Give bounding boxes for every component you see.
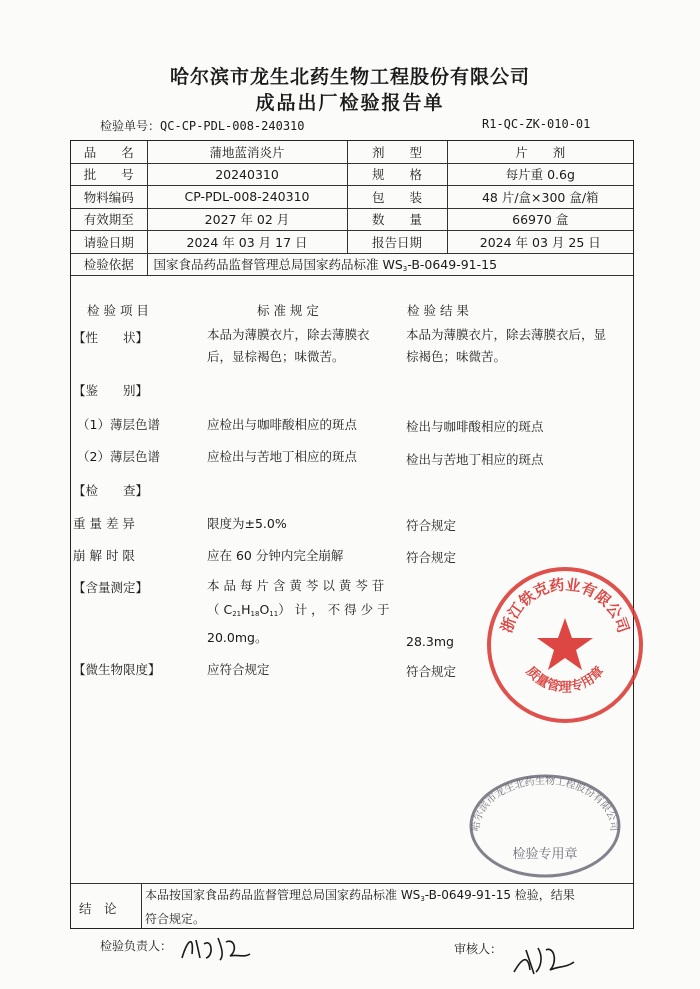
check-category: 【检 查】	[73, 483, 149, 498]
packaging: 48 片/盒×300 盒/箱	[447, 186, 633, 209]
report-date: 2024 年 03 月 25 日	[447, 231, 633, 254]
appearance-result-line: 棕褐色；味微苦。	[406, 349, 507, 364]
info-table	[71, 141, 633, 276]
appearance-category: 【性 状】	[73, 330, 149, 345]
inspection-stamp-purpose: 检验专用章	[512, 847, 578, 862]
assay-formula-sub-o: 11	[269, 610, 279, 618]
form-code: R1-QC-ZK-010-01	[482, 117, 591, 131]
column-standard: 标 准 规 定	[257, 303, 319, 318]
weight-variation-standard: 限度为±5.0%	[207, 516, 287, 531]
microbial-category: 【微生物限度】	[73, 662, 161, 677]
reviewer-label: 审核人：	[454, 942, 503, 956]
identification-1-result: 检出与咖啡酸相应的斑点	[406, 419, 544, 434]
batch-number: 20240310	[147, 163, 347, 186]
identification-2-result: 检出与苦地丁相应的斑点	[406, 452, 544, 467]
reviewer-signature-stroke	[514, 948, 574, 974]
assay-standard-line: 本 品 每 片 含 黄 芩 以 黄 芩 苷	[207, 578, 385, 593]
identification-1-standard: 应检出与咖啡酸相应的斑点	[207, 417, 358, 432]
conclusion-line: 符合规定。	[145, 912, 206, 926]
basis-label: 检验依据	[71, 253, 147, 276]
appearance-result-line: 本品为薄膜衣片，除去薄膜衣后，显	[406, 327, 607, 342]
batch-label: 批 号	[71, 163, 147, 186]
assay-formula-sub-c: 21	[232, 610, 242, 618]
expiry-date: 2027 年 02 月	[147, 208, 347, 231]
weight-variation-result: 符合规定	[406, 518, 457, 533]
assay-formula-sub-h: 18	[250, 610, 260, 618]
column-item: 检 验 项 目	[87, 303, 149, 318]
report-number-label: 检验单号：	[100, 119, 161, 133]
disintegration-standard: 应在 60 分钟内完全崩解	[207, 548, 344, 563]
quantity: 66970 盒	[447, 208, 633, 231]
form-label: 剂 型	[347, 141, 447, 163]
specification: 每片重 0.6g	[447, 163, 633, 186]
name-label: 品 名	[71, 141, 147, 163]
quality-stamp-company: 浙江铁克药业有限公司	[497, 575, 633, 636]
appearance-standard-line: 本品为薄膜衣片，除去薄膜衣	[207, 327, 370, 342]
report-title: 成品出厂检验报告单	[255, 92, 445, 114]
pack-label: 包 装	[347, 186, 447, 209]
conclusion-line	[145, 885, 575, 909]
material-label: 物料编码	[71, 186, 147, 209]
request-date: 2024 年 03 月 17 日	[147, 231, 347, 254]
dosage-form: 片 剂	[447, 141, 633, 163]
microbial-standard: 应符合规定	[207, 662, 270, 677]
basis-text: 国家食品药品监督管理总局国家药品标准 WS	[153, 257, 403, 273]
appearance-standard	[207, 324, 370, 368]
quantity-label: 数 量	[347, 208, 447, 231]
identification-1-item: （1）薄层色谱	[77, 417, 160, 432]
weight-variation-item: 重 量 差 异	[73, 516, 135, 531]
inspection-stamp	[465, 770, 625, 880]
identification-2-item: （2）薄层色谱	[77, 449, 160, 464]
conclusion-divider	[71, 883, 633, 884]
material-code: CP-PDL-008-240310	[147, 186, 347, 209]
assay-result: 28.3mg	[406, 634, 454, 649]
report-number	[100, 117, 305, 134]
reviewer-signature	[510, 936, 580, 978]
disintegration-item: 崩 解 时 限	[73, 548, 135, 563]
conclusion-text-post: -B-0649-91-15 检验，结果	[424, 888, 575, 902]
inspector-label: 检验负责人：	[100, 939, 173, 953]
assay-standard-line: 20.0mg。	[207, 630, 268, 645]
spec-label: 规 格	[347, 163, 447, 186]
basis-sub: 3	[402, 265, 408, 274]
microbial-result: 符合规定	[406, 664, 457, 679]
conclusion-text-pre: 本品按国家食品药品监督管理总局国家药品标准 WS	[145, 888, 421, 902]
assay-formula-h: H	[241, 602, 251, 617]
quality-stamp-purpose: 质量管理专用章	[522, 663, 608, 696]
inspection-stamp-company: 哈尔滨市龙生北药生物工程股份有限公司	[470, 775, 620, 832]
identification-category: 【鉴 别】	[73, 383, 149, 398]
assay-formula-o: O	[259, 602, 270, 617]
appearance-standard-line: 后，显棕褐色；味微苦。	[207, 349, 345, 364]
report-number-value: QC-CP-PDL-008-240310	[160, 119, 305, 133]
assay-standard	[207, 574, 390, 650]
quality-stamp	[480, 560, 650, 730]
request-date-label: 请验日期	[71, 231, 147, 254]
conclusion-text	[145, 885, 575, 929]
report-date-label: 报告日期	[347, 231, 447, 254]
assay-formula-rest: ） 计 ， 不 得 少 于	[278, 602, 390, 617]
conclusion-separator	[141, 883, 142, 928]
company-name: 哈尔滨市龙生北药生物工程股份有限公司	[169, 66, 530, 88]
column-result: 检 验 结 果	[407, 303, 469, 318]
assay-formula-open: （ C	[207, 602, 233, 617]
conclusion-label: 结 论	[79, 901, 117, 916]
product-name: 蒲地蓝消炎片	[147, 141, 347, 163]
inspector-signature-stroke	[182, 938, 250, 960]
star-icon	[537, 618, 593, 670]
disintegration-result: 符合规定	[406, 550, 457, 565]
assay-category: 【含量测定】	[73, 580, 149, 595]
inspector-signature	[178, 928, 258, 968]
test-basis	[147, 253, 633, 276]
expiry-label: 有效期至	[71, 208, 147, 231]
conclusion-sub: 3	[420, 895, 425, 903]
identification-2-standard: 应检出与苦地丁相应的斑点	[207, 449, 358, 464]
basis-code: -B-0649-91-15	[407, 257, 498, 273]
appearance-result	[406, 324, 606, 368]
assay-standard-line	[207, 598, 390, 626]
